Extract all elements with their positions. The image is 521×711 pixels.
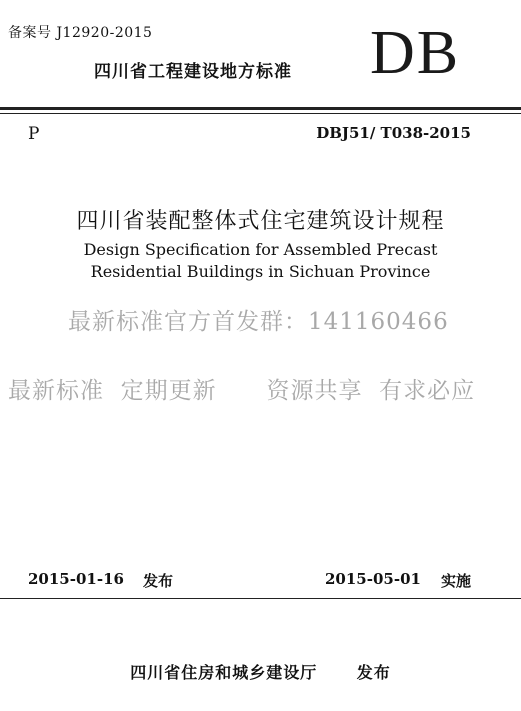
effective-label: 实施 — [441, 572, 472, 590]
issuer-heading: 四川省工程建设地方标准 — [94, 62, 292, 82]
issue-date: 2015-01-16 — [28, 570, 124, 588]
standard-code: DBJ51/ T038-2015 — [316, 124, 471, 142]
db-logo: DB — [370, 19, 461, 87]
filing-number: 备案号 J12920-2015 — [8, 25, 153, 41]
watermark-line2: 最新标准 定期更新 资源共享 有求必应 — [8, 378, 476, 404]
watermark-line1: 最新标准官方首发群：141160466 — [68, 309, 449, 335]
header-rule-thin — [0, 113, 521, 114]
title-english-line1: Design Specification for Assembled Precast — [83, 240, 438, 259]
title-chinese: 四川省装配整体式住宅建筑设计规程 — [76, 209, 445, 234]
issue-label: 发布 — [143, 572, 174, 590]
publisher: 四川省住房和城乡建设厅 发布 — [130, 663, 391, 682]
header-rule-thick — [0, 107, 521, 110]
category-code: P — [28, 124, 40, 144]
title-english-line2: Residential Buildings in Sichuan Province — [90, 262, 431, 281]
effective-date: 2015-05-01 — [325, 570, 421, 588]
footer-rule — [0, 598, 521, 599]
